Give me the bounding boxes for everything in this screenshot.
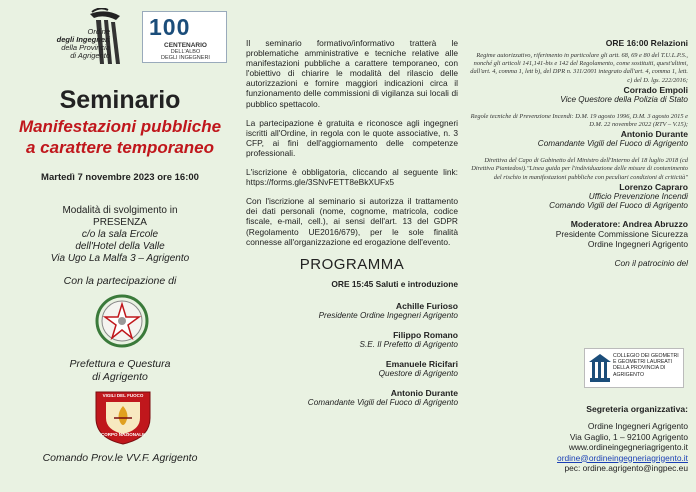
speaker-item — [246, 330, 458, 349]
left-column — [0, 0, 240, 492]
page-title: Seminario — [59, 86, 181, 114]
moderatore-role2: Ordine Ingegneri Agrigento — [587, 238, 688, 249]
relatore-role-2: Comando Vigili del Fuoco di Agrigento — [549, 200, 688, 210]
info-paragraph-3[interactable]: L'iscrizione è obbligatoria, cliccando al seguente link: https://forms.gle/3SNvFETT8eBkXUFx5 — [246, 167, 458, 188]
segreteria-email-link[interactable]: ordine@ordineingegneriagrigento.it — [557, 452, 688, 463]
speaker-item — [246, 301, 458, 320]
middle-column — [246, 38, 458, 417]
centenario-number: 100 — [149, 14, 191, 40]
ordine-ingegneri-logo — [52, 6, 126, 66]
repubblica-emblem-icon — [94, 292, 150, 350]
relazione-topic-2: Regole tecniche di Prevenzione Incendi: D.M. 19 agosto 1996, D.M. 3 agosto 2015 e D.M. 22 novembre 2022 (RTV – V.15); — [470, 112, 688, 129]
info-paragraph-1: Il seminario formativo/informativo tratterà le problematiche amministrative e tecniche relative alle manifestazioni pubbliche a carattere temporaneo, con l'obiettivo di chiarire le modalità del rilascio delle autorizzazioni e fornire maggiori indicazioni circa il funzionamento delle commissioni di vigilanza sui locali di pubblico spettacolo. — [246, 38, 458, 109]
modalita-line3: c/o la sala Ercole — [81, 229, 159, 240]
relatore-name: Antonio Durante — [620, 129, 688, 140]
vigili-emblem-top: VIGILI DEL FUOCO — [102, 393, 144, 398]
programma-title: PROGRAMMA — [299, 255, 405, 273]
patrocinio-label: Con il patrocinio del — [614, 257, 688, 268]
segreteria-block — [470, 404, 688, 474]
speaker-item — [246, 359, 458, 378]
vigili-emblem-bottom: CORPO NAZIONALE — [100, 432, 145, 437]
prefettura-line2: di Agrigento — [92, 371, 148, 383]
relazioni-title: ORE 16:00 Relazioni — [605, 38, 688, 48]
logo-ordine-line3: della Provincia — [61, 43, 110, 52]
relatore-name: Corrado Empoli — [623, 84, 688, 95]
speaker-name: Emanuele Ricifari — [385, 358, 458, 369]
subtitle-line1: Manifestazioni pubbliche — [18, 117, 222, 136]
prefettura-line1: Prefettura e Questura — [69, 358, 171, 370]
segreteria-line2: Via Gaglio, 1 – 92100 Agrigento — [569, 431, 688, 442]
session-saluti: ORE 15:45 Saluti e introduzione — [331, 278, 458, 289]
info-paragraph-4: Con l'iscrizione al seminario si autorizza il trattamento dei dati personali (nome, cognome, matricola, codice fiscale, e-mail, cell.), ai sensi dell'art. 13 del GDPR (Regolamento UE2016/679), per le sole finalità connesse all'organizzazione ed erogazione dell'evento. — [246, 196, 458, 247]
modalita-line2: PRESENZA — [93, 217, 147, 228]
relatore-role: Comandante Vigili del Fuoco di Agrigento — [537, 139, 688, 149]
logo-ordine-line1: Ordine — [87, 27, 110, 36]
speaker-name: Achille Furioso — [395, 300, 458, 311]
centenario-line1: CENTENARIO — [164, 42, 207, 49]
logo-ordine-line4: di Agrigento — [70, 51, 110, 60]
geometri-temple-icon — [588, 352, 612, 386]
relazione-topic-1: Regime autorizzativo, riferimento in particolare gli artt. 68, 69 e 80 del T.U.L.P.S., nonché gli articoli 141,141-bis e 142 del Regolamento, come sostituiti, quest'ultimi, dall'art. 4, comma 1, lett b), del DPR n. 311/2001 integrato dall'art. 4, comma 1, lett. c) del D. lgs. 222/2016; — [470, 52, 688, 84]
modalita-line5: Via Ugo La Malfa 3 – Agrigento — [50, 253, 190, 264]
centenario-logo — [142, 11, 227, 63]
event-date: Martedì 7 novembre 2023 ore 16:00 — [41, 172, 199, 183]
segreteria-website[interactable]: www.ordineingegneriagrigento.it — [568, 442, 688, 452]
segreteria-title: Segreteria organizzativa: — [586, 404, 688, 414]
modalita-line1: Modalità di svolgimento in — [62, 205, 178, 216]
relatore-item — [470, 85, 688, 104]
speaker-role: Presidente Ordine Ingegneri Agrigento — [318, 310, 458, 320]
centenario-line3: DEGLI INGEGNERI — [161, 55, 210, 61]
speaker-role: S.E. Il Prefetto di Agrigento — [359, 339, 458, 349]
collegio-geometri-logo — [584, 348, 684, 388]
partecipazione-label: Con la partecipazione di — [63, 275, 177, 287]
moderatore-role1: Presidente Commissione Sicurezza — [555, 228, 688, 239]
right-column — [470, 38, 688, 274]
segreteria-pec: pec: ordine.agrigento@ingpec.eu — [564, 463, 688, 473]
relatore-item — [470, 129, 688, 148]
moderatore-block — [470, 219, 688, 249]
relazione-topic-3: Direttiva del Capo di Gabinetto del Ministro dell'Interno del 18 luglio 2018 (cd Direttiva Piantedosi)."Linea guida per l'individuazione delle misure di contenimento del rischio in manifestazioni pubbliche con peculiari condizioni di criticità" — [471, 157, 688, 181]
segreteria-line1: Ordine Ingegneri Agrigento — [587, 421, 688, 431]
vigili-del-fuoco-emblem — [92, 388, 154, 446]
relatore-name: Lorenzo Capraro — [619, 181, 688, 192]
relatore-item — [470, 182, 688, 210]
speaker-name: Filippo Romano — [393, 329, 458, 340]
relatore-role: Ufficio Prevenzione Incendi — [588, 191, 688, 201]
vigili-caption: Comando Prov.le VV.F. Agrigento — [42, 452, 198, 464]
info-paragraph-2: La partecipazione è gratuita e riconosce agli ingegneri iscritti all'Ordine, in regola con le quote associative, n. 3 CFP, ai fini dell'aggiornamento delle competenze professionali. — [246, 117, 458, 158]
centenario-line2: DELL'ALBO — [170, 49, 201, 55]
relatore-role: Vice Questore della Polizia di Stato — [560, 94, 688, 104]
speaker-role: Questore di Agrigento — [378, 368, 458, 378]
speaker-role: Comandante Vigili del Fuoco di Agrigento — [307, 397, 458, 407]
speaker-name: Antonio Durante — [390, 387, 458, 398]
logo-ordine-line2: degli Ingegneri — [56, 35, 110, 44]
subtitle-line2: a carattere temporaneo — [25, 138, 215, 157]
moderatore-label: Moderatore: Andrea Abruzzo — [570, 218, 688, 229]
modalita-line4: dell'Hotel della Valle — [75, 241, 165, 252]
collegio-text: COLLEGIO DEI GEOMETRI E GEOMETRI LAUREATI DELLA PROVINCIA DI AGRIGENTO — [613, 353, 679, 378]
speaker-item — [246, 388, 458, 407]
